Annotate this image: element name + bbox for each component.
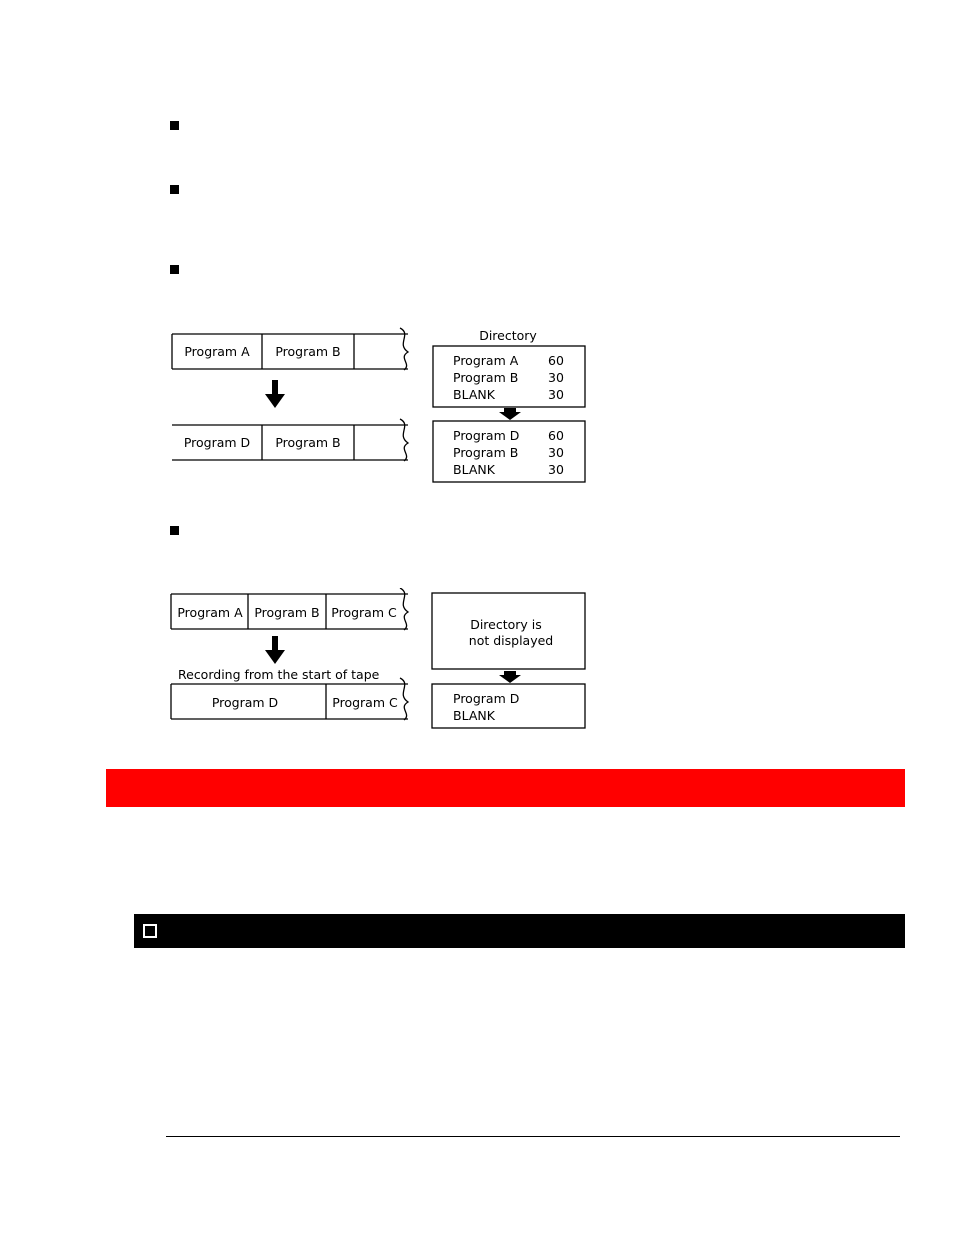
down-arrow-icon <box>265 636 285 664</box>
tape-after-segment-1: Program D <box>183 435 251 450</box>
tape-after-segment-2: Program C <box>332 695 398 710</box>
bullet-marker-1 <box>170 121 179 130</box>
directory-before-minutes-2: 30 <box>548 370 564 385</box>
directory-after-name-2: BLANK <box>453 708 495 723</box>
overwrite-diagram <box>168 326 593 488</box>
directory-message-line-1: Directory is <box>470 617 542 632</box>
small-down-arrow-icon <box>499 671 521 683</box>
footer-divider <box>166 1136 900 1137</box>
directory-after-name-1: Program D <box>453 691 520 706</box>
directory-before-name-2: Program B <box>453 370 519 385</box>
directory-after-minutes-2: 30 <box>548 445 564 460</box>
tape-before-segment-1: Program A <box>177 605 243 620</box>
tape-after-segment-2: Program B <box>275 435 341 450</box>
directory-after-name-2: Program B <box>453 445 519 460</box>
bullet-marker-4 <box>170 526 179 535</box>
directory-after-name-3: BLANK <box>453 462 495 477</box>
small-down-arrow-icon <box>499 408 521 420</box>
tape-before-segment-1: Program A <box>184 344 250 359</box>
directory-before-minutes-1: 60 <box>548 353 564 368</box>
directory-before-name-3: BLANK <box>453 387 495 402</box>
record-from-start-diagram <box>168 588 593 734</box>
directory-before-name-1: Program A <box>453 353 519 368</box>
tape-before-segment-2: Program B <box>254 605 320 620</box>
section-banner <box>106 769 905 807</box>
tape-before-segment-3: Program C <box>331 605 397 620</box>
tape-before-segment-2: Program B <box>275 344 341 359</box>
checkbox-square-icon <box>143 924 157 938</box>
directory-after-minutes-1: 60 <box>548 428 564 443</box>
directory-before-minutes-3: 30 <box>548 387 564 402</box>
bullet-marker-2 <box>170 185 179 194</box>
directory-after-name-1: Program D <box>453 428 520 443</box>
tape-after-segment-1: Program D <box>211 695 279 710</box>
directory-after-minutes-3: 30 <box>548 462 564 477</box>
down-arrow-icon <box>265 380 285 408</box>
directory-title: Directory <box>479 328 537 343</box>
directory-message-line-2: not displayed <box>468 633 554 648</box>
subsection-banner <box>134 914 905 948</box>
diagram-caption: Recording from the start of tape <box>178 667 380 682</box>
bullet-marker-3 <box>170 265 179 274</box>
